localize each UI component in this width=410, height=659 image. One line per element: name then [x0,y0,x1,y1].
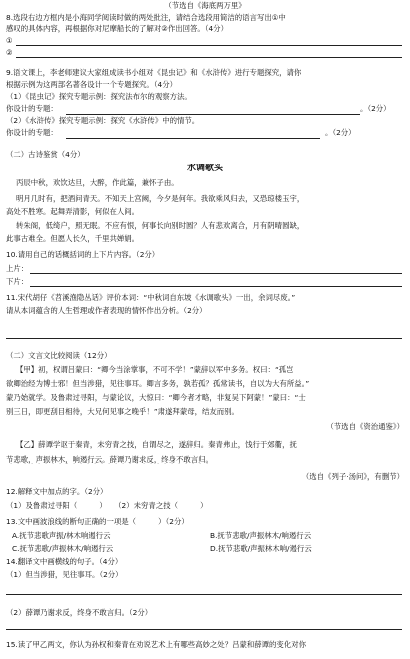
poem-line-3: 转朱阁，低绮户，照无眠。不应有恨，何事长向别时圆？人有悲欢离合，月有阴晴圆缺， [16,221,305,230]
q13-option-c: C.抚节悲歌/声振林木/响遏行云 [12,544,114,553]
passage-a-line-2: 欲卿治经为博士邪！但当涉猎，见往事耳。卿言多务，孰若孤？孤常读书，自以为大有所益。” [6,379,310,388]
passage-a-source: （节选自《资治通鉴》） [326,422,404,431]
question-9-prompt: 9.语文课上，李老师建议大家组成读书小组对《昆虫记》和《水浒传》进行专题探究，请你 [6,68,302,77]
q9-design-line-1 [66,114,360,115]
q13-option-a: A.抚节悲歌声振/林木响遏行云 [12,531,111,540]
q10-upper-line [30,273,402,274]
question-11-prompt: 11.宋代胡仔《苕溪渔隐丛话》评价本词：“中秋词自东坡《水调歌头》一出，余词尽废。” [6,293,296,302]
poem-preface: 丙辰中秋，欢饮达旦，大醉，作此篇，兼怀子由。 [16,178,179,187]
q9-example-2: （2）《水浒传》探究专题示例：探究《水浒传》中的情节。 [6,116,200,125]
answer-line-2 [16,57,402,58]
q11-answer-line [6,338,402,339]
q14-item-1: （1）但当涉猎，见往事耳。（2分） [6,570,123,579]
passage-a-line-4: 别三日，即更刮目相待，大兄何见事之晚乎！”肃遂拜蒙母，结友而别。 [6,407,239,416]
question-11-prompt-cont: 请从本词蕴含的人生哲理或作者表现的情怀作出分析。（2分） [6,306,207,315]
source-note-line: （节选自《海底两万里》 [164,1,246,10]
question-13-prompt: 13.文中画波浪线的断句正确的一项是（ ）（2分） [6,517,189,526]
section-poetry-heading: （二）古诗鉴赏（4分） [6,150,85,159]
answer-line-1 [16,45,402,46]
q14-answer-line-2 [6,629,402,630]
question-9-prompt-cont: 根据示例为这两部名著各设计一个专题探究。（4分） [6,80,177,89]
poem-line-2: 高处不胜寒。起舞弄清影，何似在人间。 [6,207,140,216]
q10-lower-line [30,286,402,287]
question-14-prompt: 14.翻译文中画横线的句子。（4分） [6,557,123,566]
q13-option-d: D.抚节悲歌/声振林木响/遏行云 [210,544,312,553]
passage-b-source: （选自《列子·汤问》，有删节） [301,472,404,481]
q9-score-1: 。（2分） [360,104,391,113]
q9-design-line-2 [66,138,320,139]
question-8-prompt-cont: 感叹的具体内容，再根据你对尼摩船长的了解对②作出回答。（4分） [6,24,228,33]
q10-lower-label: 下片： [6,277,29,286]
question-15-prompt: 15.读了甲乙两文，你认为孙权和秦青在劝说艺术上有哪些高妙之处？吕蒙和薛谭的变化对你 [6,640,306,649]
q9-score-2: 。（2分） [325,128,356,137]
answer-label-2: ② [6,48,13,57]
section-classical-heading: （二）文言文比较阅读（12分） [6,351,112,360]
poem-title: 水调歌头 [186,164,223,173]
question-12-prompt: 12.解释文中加点的字。（2分） [6,487,108,496]
passage-a-line-3: 蒙乃始就学。及鲁肃过寻阳，与蒙论议，大惊曰：“卿今者才略，非复吴下阿蒙！”蒙曰：“士 [6,393,306,402]
question-8-prompt: 8.选段右边方框内是小海同学阅读时做的两处批注，请结合选段用简洁的语言写出①中 [6,13,286,22]
passage-b-line-1: 【乙】薛谭学讴于秦青，未穷青之技，自谓尽之，遂辞归。秦青弗止，饯行于郊衢，抚 [16,440,297,449]
q9-example-1: （1）《昆虫记》探究专题示例：探究法布尔的观察方法。 [6,92,192,101]
q12-items: （1）及鲁肃过寻阳（ ） （2）未穷青之技（ ） [6,501,208,510]
poem-line-4: 此事古难全。但愿人长久，千里共婵娟。 [6,234,140,243]
q14-item-2: （2）薛谭乃谢求反，终身不敢言归。（2分） [6,608,153,617]
poem-line-1: 明月几时有，把酒问青天。不知天上宫阙，今夕是何年。我欲乘风归去，又恐琼楼玉宇， [16,194,305,203]
q13-option-b: B.抚节悲歌/声振林木/响遏行云 [210,531,312,540]
q9-design-label-2: 你设计的专题： [6,128,58,137]
q10-upper-label: 上片： [6,264,29,273]
q14-answer-line-1 [6,594,402,595]
passage-b-line-2: 节悲歌，声振林木，响遏行云。薛谭乃谢求反，终身不敢言归。 [6,455,213,464]
question-10-prompt: 10.请用自己的话概括词的上下片内容。（2分） [6,250,160,259]
q9-design-label-1: 你设计的专题： [6,104,58,113]
passage-a-line-1: 【甲】初，权谓吕蒙曰：“卿今当涂掌事，不可不学！”蒙辞以军中多务。权曰：“孤岂 [16,365,294,374]
answer-label-1: ① [6,36,13,45]
